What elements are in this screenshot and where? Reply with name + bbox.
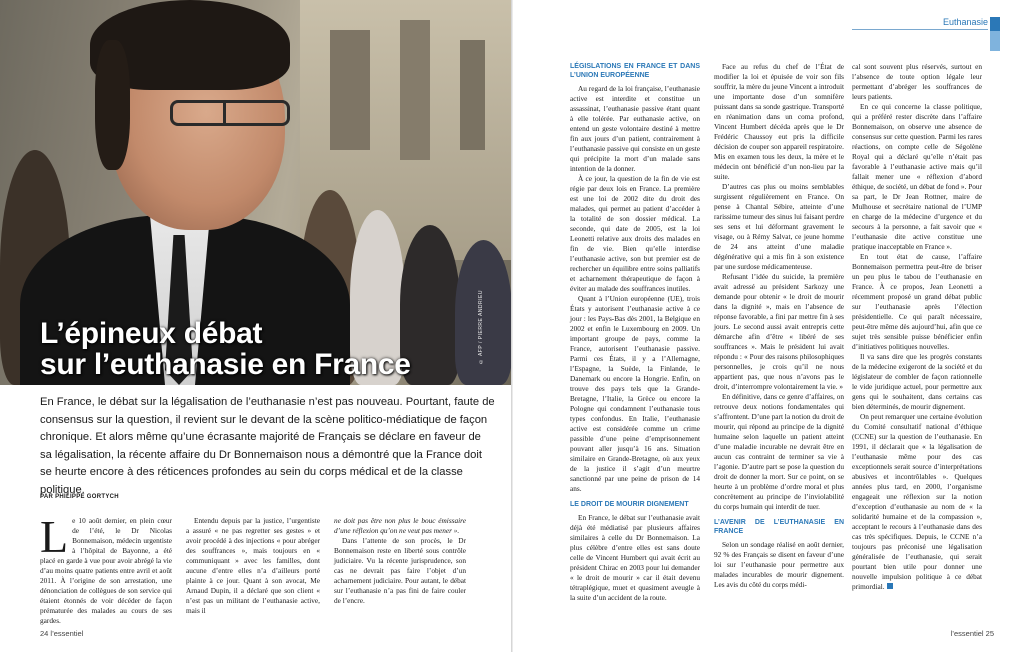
column-text: D’autres cas plus ou moins semblables surgissent régulièrement en France. On pense à Chantal Sébire, atteinte d’une rarissime tumeur des sinus lui faisant perdre ses sens et lui déformant gravement le visage, ou à Rémy Salvat, ce jeune homme de 24 ans atteint d’une maladie dégénérative qui a mis fin à son existence par une surdose médicamenteuse. (714, 182, 844, 271)
section-tag: Euthanasie (852, 17, 988, 30)
section-bar (990, 17, 1000, 51)
column-text: Selon un sondage réalisé en août dernier, 92 % des Français se disent en faveur d’une loi sur l’euthanasie pour permettre aux malades incurables de mourir dignement. Les avis du côté du corps médi- (714, 540, 844, 589)
column-text: Il va sans dire que les progrès constants de la médecine exigeront de la société et du législateur de combler de façon rationnelle le vide juridique actuel, pour permettre aux gens qui le souhaitent, dans certains cas bien déterminés, de mourir dignement. (852, 352, 982, 411)
left-column-1 (40, 511, 172, 626)
right-column-3 (852, 62, 982, 592)
end-mark-icon (887, 583, 893, 589)
column-text: Refusant l’idée du suicide, la première avait adressé au président Sarkozy une demande pour obtenir « le droit de mourir dans la dignité », mais en l’absence de réponse favorable, a fini par mettre fin à ses jours. Le second aussi avait entrepris cette démarche afin d’être « libéré de ses souffrances ». Mais le président lui avait répondu : « Pour des raisons philosophiques personnelles, je crois qu’il ne nous appartient pas, que nous n’avons pas le droit, d’interrompre volontairement la vie. » (714, 272, 844, 391)
column-text: ne doit pas être non plus le bouc émissaire d’une réflexion qu’on ne veut pas mener ». (334, 516, 466, 535)
column-text: e 10 août dernier, en plein cœur de l’été, le Dr Nicolas Bonnemaison, médecin urgentiste à l’hôpital de Bayonne, a été placé en garde à vue pour avoir abrégé la vie d’au moins quatre patients entre avril et août 2011. À l’origine de son arrestation, une dénonciation de collègues de son service qui étaient étonnés de voir décéder de façon prématurée des malades au cours de ses gardes. (40, 516, 172, 625)
column-text: Dans l’attente de son procès, le Dr Bonnemaison reste en liberté sous contrôle judiciaire. Vu la récente jurisprudence, son cas ne devrait pas faire l’objet d’un acharnement judiciaire. Pour autant, le débat sur l’euthanasie n’a pas fini de faire couler de l’encre. (334, 536, 466, 605)
subhead: L’AVENIR DE L’EUTHANASIE EN FRANCE (714, 519, 844, 535)
drop-cap: L (40, 511, 69, 562)
page-number-right: l’essentiel 25 (950, 629, 994, 638)
left-column-3 (334, 516, 466, 606)
left-column-2 (186, 516, 320, 616)
right-page (512, 0, 1024, 652)
article-lead: En France, le débat sur la légalisation de l’euthanasie n’est pas nouveau. Pourtant, faute de consensus sur la question, il revient sur le devant de la scène politico-médiatique de façon chronique. Et alors même qu’une écrasante majorité de Français se déclare en faveur de sa légalisation, la récente affaire du Dr Bonnemaison nous a démontré que la France doit se heurte encore à des réticences profondes au sein du corps médical et de la classe politique. (40, 396, 495, 496)
byline: PAR PHILIPPE GORTYCH (40, 494, 119, 500)
right-column-2 (714, 62, 844, 590)
column-text: À ce jour, la question de la fin de vie est régie par deux lois en France. La première est une loi de 2002 dite du droit des malades, qui permet au patient d’accéder à la totalité de son dossier médical. La seconde, qui date de 2005, est la loi Leonetti relative aux droits des malades en fin de vie. Bien qu’elle interdise l’euthanasie active, son but premier est de rechercher un équilibre entre soins palliatifs et acharnement thérapeutique de façon à éviter au malade des souffrances inutiles. (570, 174, 700, 293)
column-text: Entendu depuis par la justice, l’urgentiste a assuré « ne pas regretter ses gestes » et avoir procédé à des injections « pour abréger des souffrances », mais toujours en « communiquant » avec les familles, dont aucune d’entre elles n’a d’ailleurs porté plainte à ce jour. Quant à son avocat, Me Arnaud Dupin, il a déclaré que son client « n’est pas un militant de l’euthanasie active, mais il (186, 516, 320, 615)
headline-line-1: L’épineux débat (40, 317, 263, 350)
headline-line-2: sur l’euthanasie en France (40, 348, 411, 381)
column-text: cal sont souvent plus réservés, surtout en l’absence de toute option légale leur permettant d’abréger les souffrances de leurs patients. (852, 62, 982, 101)
column-text: En France, le débat sur l’euthanasie avait déjà été médiatisé par plusieurs affaires similaires à celle du Dr Bonnemaison. La plus célèbre d’entre elles est sans doute celle de Vincent Humbert qui avait écrit au président Chirac en 2003 pour lui demander « le droit de mourir » car il était devenu tétraplégique, muet et quasiment aveugle à la suite d’un accident de la route. (570, 513, 700, 602)
column-text: En tout état de cause, l’affaire Bonnemaison permettra peut-être de briser un peu plus le tabou de l’euthanasie en France. À ce propos, Jean Leonetti a récemment proposé un grand débat public sur l’euthanasie après l’élection présidentielle. Ce qui paraît nécessaire, peut-être même dès aujourd’hui, afin que ce sujet très sensible puisse bénéficier enfin d’initiatives politiques nouvelles. (852, 252, 982, 351)
article-headline (40, 318, 411, 380)
column-text: On peut remarquer une certaine évolution du Comité consultatif national d’éthique (CCNE) sur la question de l’euthanasie. En 1991, il déclarait que « la légalisation de l’euthanasie même pour des cas exceptionnels serait source d’interprétations abusives et incontrôlables ». Quelques années plus tard, en 2000, l’organisme engageait une réflexion sur la notion d’exception d’euthanasie au nom de « la solidarité humaine et de la compassion », acceptant le recours à l’euthanasie dans des cas très spécifiques. Depuis, le CCNE n’a toujours pas préconisé une légalisation généralisée de l’euthanasie, qui serait pourtant bien utile pour donner une nouvelle impulsion politique à ce débat primordial. (852, 412, 982, 591)
column-text: Face au refus du chef de l’État de modifier la loi et épuisée de voir son fils souffrir, la mère du jeune Vincent a introduit une importante dose d’un somnifère puissant dans sa sonde gastrique. Transporté en réanimation dans un coma profond, Vincent Humbert décéda après que le Dr Frédéric Chaussoy eut pris la difficile décision de couper son appareil respiratoire. Mis en examen tous les deux, la mère et le médecin ont bénéficié d’un non-lieu par la suite. (714, 62, 844, 181)
right-column-1 (570, 62, 700, 603)
subhead: LÉGISLATIONS EN FRANCE ET DANS L’UNION EUROPÉENNE (570, 63, 700, 79)
column-text: En définitive, dans ce genre d’affaires, on retrouve deux notions fondamentales qui s’affrontent. D’une part la notion du droit de mourir, qui répond au principe de la dignité humaine selon laquelle un patient atteint d’une maladie incurable ne devrait être en aucun cas contraint de terminer sa vie à l’agonie. D’autre part se pose la question du droit de donner la mort. Sur ce point, on se heurte à un problème d’ordre moral et plus concrètement au principe de l’inviolabilité du corps humain qui interdit de tuer. (714, 392, 844, 511)
column-text: Quant à l’Union européenne (UE), trois États y autorisent l’euthanasie active à ce jour : les Pays-Bas dès 2001, la Belgique en 2002 et enfin le Luxembourg en 2009. Un important groupe de pays, comme la France, autorisent l’euthanasie passive. Parmi ces États, il y a l’Allemagne, l’Espagne, la Suède, la Finlande, le Danemark ou encore la Hongrie. Enfin, on trouve des pays tels que la Grande-Bretagne, l’Italie, la Grèce ou encore la Pologne qui condamnent l’euthanasie tous types confondus. En Italie, l’euthanasie active est considérée comme un crime passible d’une peine d’emprisonnement pouvant aller jusqu’à 16 ans. Situation similaire en Grande-Bretagne, où aux yeux de la justice il s’agit d’un meurtre sanctionné par une peine de prison de 14 ans. (570, 294, 700, 493)
page-number-left: 24 l’essentiel (40, 629, 84, 638)
column-text: Au regard de la loi française, l’euthanasie active est interdite et constitue un assassinat, l’euthanasie passive étant quant à elle tolérée. Par euthanasie active, on entend un geste volontaire destiné à mettre fin aux jours d’un patient, contrairement à l’euthanasie passive qui consiste en un geste qui précipite la mort d’un malade sans intention de la donner. (570, 84, 700, 173)
photo-credit: © AFP / PIERRE ANDRIEU (478, 290, 484, 365)
column-text: En ce qui concerne la classe politique, qui a préféré rester discrète dans l’affaire Bonnemaison, on observe une absence de consensus sur cette question. Parmi les rares réactions, on compte celle de Ségolène Royal qui a déclaré qu’elle n’était pas favorable à l’euthanasie active mais qu’il fallait mener une « réflexion d’abord éthique, de société, un débat de fond ». Pour sa part, le Dr Jean Rottner, maire de Mulhouse et secrétaire national de l’UMP en charge de la médecine d’urgence et du secours à la personne, a fait savoir que « l’euthanasie dite active constitue une pratique inacceptable en France ». (852, 102, 982, 251)
subhead: LE DROIT DE MOURIR DIGNEMENT (570, 501, 689, 508)
